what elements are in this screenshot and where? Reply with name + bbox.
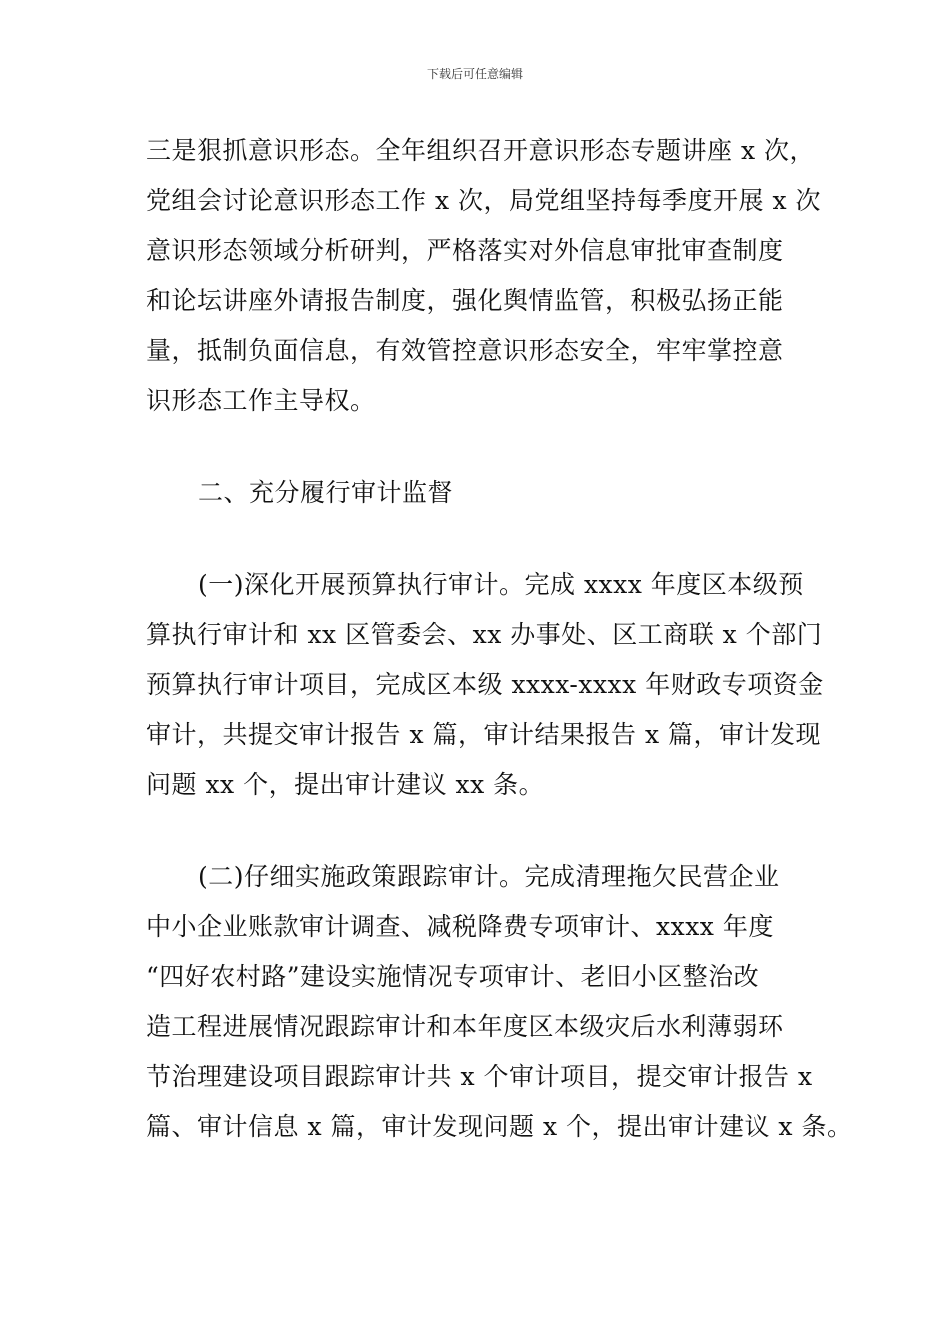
paragraph-policy-audit	[146, 852, 853, 1152]
paragraph-spacer	[146, 810, 814, 852]
text-line: 审计，共提交审计报告 x 篇，审计结果报告 x 篇，审计发现	[146, 720, 821, 749]
text-line: (一)深化开展预算执行审计。完成 xxxx 年度区本级预	[198, 570, 804, 599]
document-body	[146, 126, 853, 1152]
text-line: 预算执行审计项目，完成区本级 xxxx-xxxx 年财政专项资金	[146, 670, 824, 699]
text-line: 量，抵制负面信息，有效管控意识形态安全，牢牢掌控意	[146, 336, 784, 365]
text-line: (二)仔细实施政策跟踪审计。完成清理拖欠民营企业	[198, 862, 780, 891]
text-line: “四好农村路”建设实施情况专项审计、老旧小区整治改	[146, 962, 760, 991]
text-line: 意识形态领域分析研判，严格落实对外信息审批审查制度	[146, 236, 784, 265]
section-heading: 二、充分履行审计监督	[198, 478, 454, 507]
text-line: 算执行审计和 xx 区管委会、xx 办事处、区工商联 x 个部门	[146, 620, 823, 649]
page-header-note: 下载后可任意编辑	[426, 67, 523, 81]
section-heading-audit	[146, 468, 814, 518]
text-line: 和论坛讲座外请报告制度，强化舆情监管，积极弘扬正能	[146, 286, 784, 315]
paragraph-spacer	[146, 518, 814, 560]
text-line: 三是狠抓意识形态。全年组织召开意识形态专题讲座 x 次，	[146, 136, 815, 165]
text-line: 识形态工作主导权。	[146, 386, 376, 415]
paragraph-spacer	[146, 426, 814, 468]
text-line: 篇、审计信息 x 篇，审计发现问题 x 个，提出审计建议 x 条。	[146, 1112, 853, 1141]
text-line: 造工程进展情况跟踪审计和本年度区本级灾后水利薄弱环	[146, 1012, 784, 1041]
paragraph-ideology	[146, 126, 821, 426]
text-line: 中小企业账款审计调查、减税降费专项审计、xxxx 年度	[146, 912, 774, 941]
text-line: 问题 xx 个，提出审计建议 xx 条。	[146, 770, 545, 799]
paragraph-budget-audit	[146, 560, 824, 810]
text-line: 党组会讨论意识形态工作 x 次，局党组坚持每季度开展 x 次	[146, 186, 821, 215]
text-line: 节治理建设项目跟踪审计共 x 个审计项目，提交审计报告 x	[146, 1062, 813, 1091]
